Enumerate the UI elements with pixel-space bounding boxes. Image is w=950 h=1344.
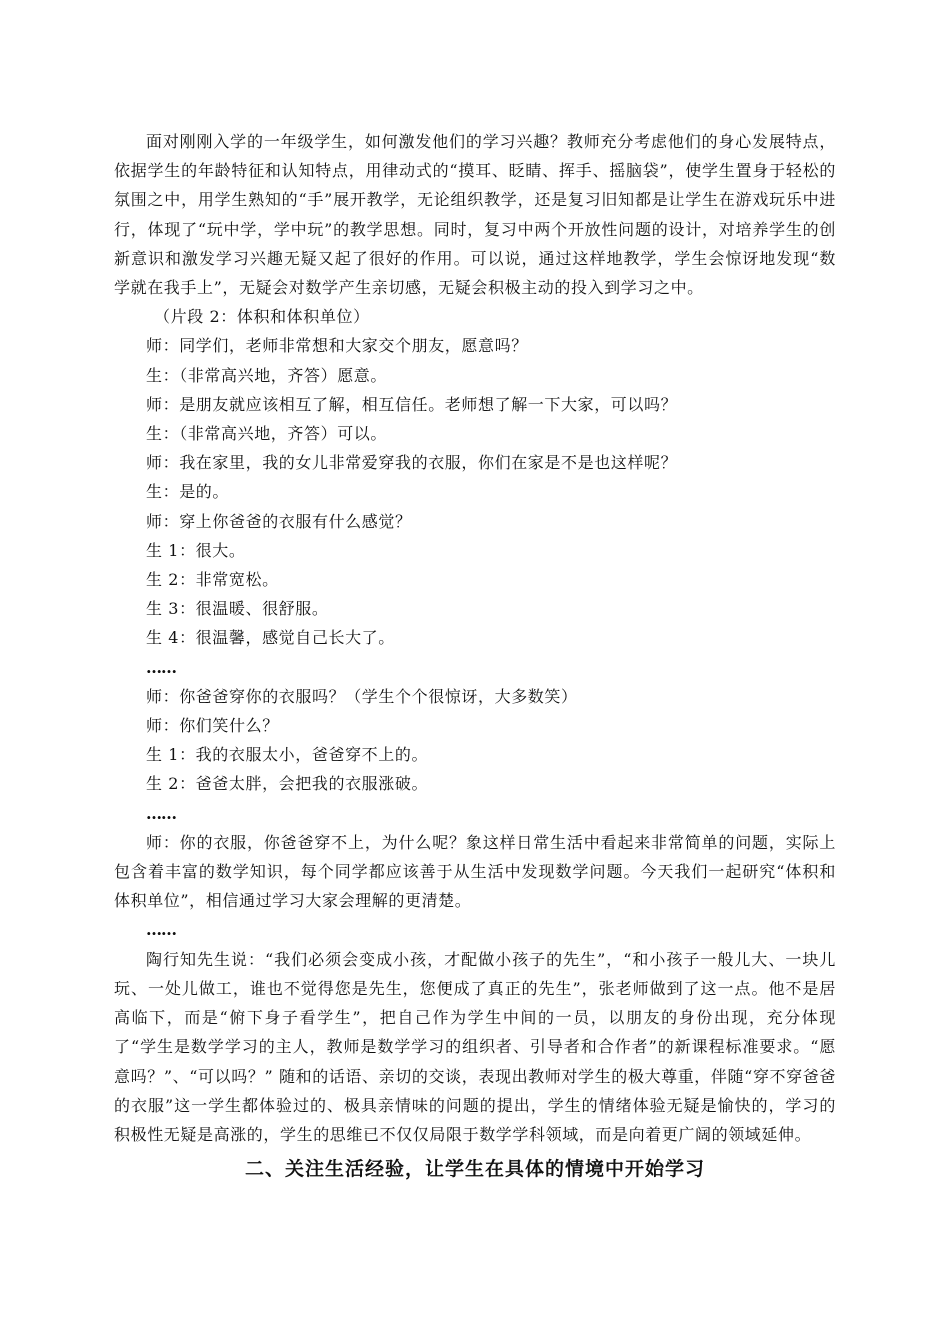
dialogue-line: 生：（非常高兴地，齐答）愿意。 bbox=[146, 365, 388, 385]
dialogue-line: 师：是朋友就应该相互了解，相互信任。老师想了解一下大家，可以吗？ bbox=[146, 394, 678, 414]
dialogue-line: 生：（非常高兴地，齐答）可以。 bbox=[146, 424, 388, 444]
intro-analysis-paragraph: 面对刚刚入学的一年级学生，如何激发他们的学习兴趣？教师充分考虑他们的身心发展特点，依据学生的年龄特征和认知特点，用律动式的“摸耳、眨睛、挥手、摇脑袋”，使学生置身于轻松的氛围之中，用学生熟知的“手”展开教学，无论组织教学，还是复习旧知都是让学生在游戏玩乐中进行，体现了“玩中学，学中玩”的教学思想。同时，复习中两个开放性问题的设计，对培养学生的创新意识和激发学习兴趣无疑又起了很好的作用。可以说，通过这样地教学，学生会惊讶地发现“数学就在我手上”，无疑会对数学产生亲切感，无疑会积极主动的投入到学习之中。 bbox=[114, 132, 836, 298]
dialogue-line: 生 3：很温暖、很舒服。 bbox=[146, 599, 329, 619]
dialogue-line: 师：同学们，老师非常想和大家交个朋友，愿意吗？ bbox=[146, 336, 528, 356]
dialogue-line: 生 2：非常宽松。 bbox=[146, 570, 279, 590]
ellipsis: …… bbox=[146, 920, 176, 940]
tao-xingzhi-analysis-paragraph: 陶行知先生说：“我们必须会变成小孩，才配做小孩子的先生”，“和小孩子一般儿大、一块儿玩、一处儿做工，谁也不觉得您是先生，您便成了真正的先生”，张老师做到了这一点。他不是居高临下，而是“俯下身子看学生”，把自己作为学生中间的一员，以朋友的身份出现，充分体现了“学生是数学学习的主人，教师是数学学习的组织者、引导者和合作者”的新课程标准要求。“愿意吗？”、“可以吗？” 随和的话语、亲切的交谈，表现出教师对学生的极大尊重，伴随“穿不穿爸爸的衣服”这一学生都体验过的、极具亲情味的问题的提出，学生的情绪体验无疑是愉快的，学习的积极性无疑是高涨的，学生的思维已不仅仅局限于数学学科领域，而是向着更广阔的领域延伸。 bbox=[114, 949, 836, 1144]
dialogue-line: 生 2：爸爸太胖，会把我的衣服涨破。 bbox=[146, 774, 429, 794]
teacher-explanation-paragraph: 师：你的衣服，你爸爸穿不上，为什么呢？象这样日常生活中看起来非常简单的问题，实际上包含着丰富的数学知识，每个同学都应该善于从生活中发现数学问题。今天我们一起研究“体积和体积单位”，相信通过学习大家会理解的更清楚。 bbox=[114, 832, 836, 911]
dialogue-line: 生 1：我的衣服太小，爸爸穿不上的。 bbox=[146, 745, 429, 765]
dialogue-line: 师：你爸爸穿你的衣服吗？（学生个个很惊讶，大多数笑） bbox=[146, 686, 578, 706]
ellipsis: …… bbox=[146, 803, 176, 823]
section-heading: 二、关注生活经验，让学生在具体的情境中开始学习 bbox=[244, 1158, 705, 1181]
dialogue-line: 生 4：很温馨，感觉自己长大了。 bbox=[146, 628, 395, 648]
dialogue-line: 生 1：很大。 bbox=[146, 540, 246, 560]
dialogue-line: 师：穿上你爸爸的衣服有什么感觉？ bbox=[146, 511, 412, 531]
dialogue-line: 生：是的。 bbox=[146, 482, 230, 502]
document-body bbox=[114, 127, 836, 1185]
dialogue-line: 师：我在家里，我的女儿非常爱穿我的衣服，你们在家是不是也这样呢？ bbox=[146, 453, 678, 473]
dialogue-line: 师：你们笑什么？ bbox=[146, 716, 279, 736]
ellipsis: …… bbox=[146, 657, 176, 677]
fragment-title: （片段 2：体积和体积单位） bbox=[154, 307, 370, 327]
